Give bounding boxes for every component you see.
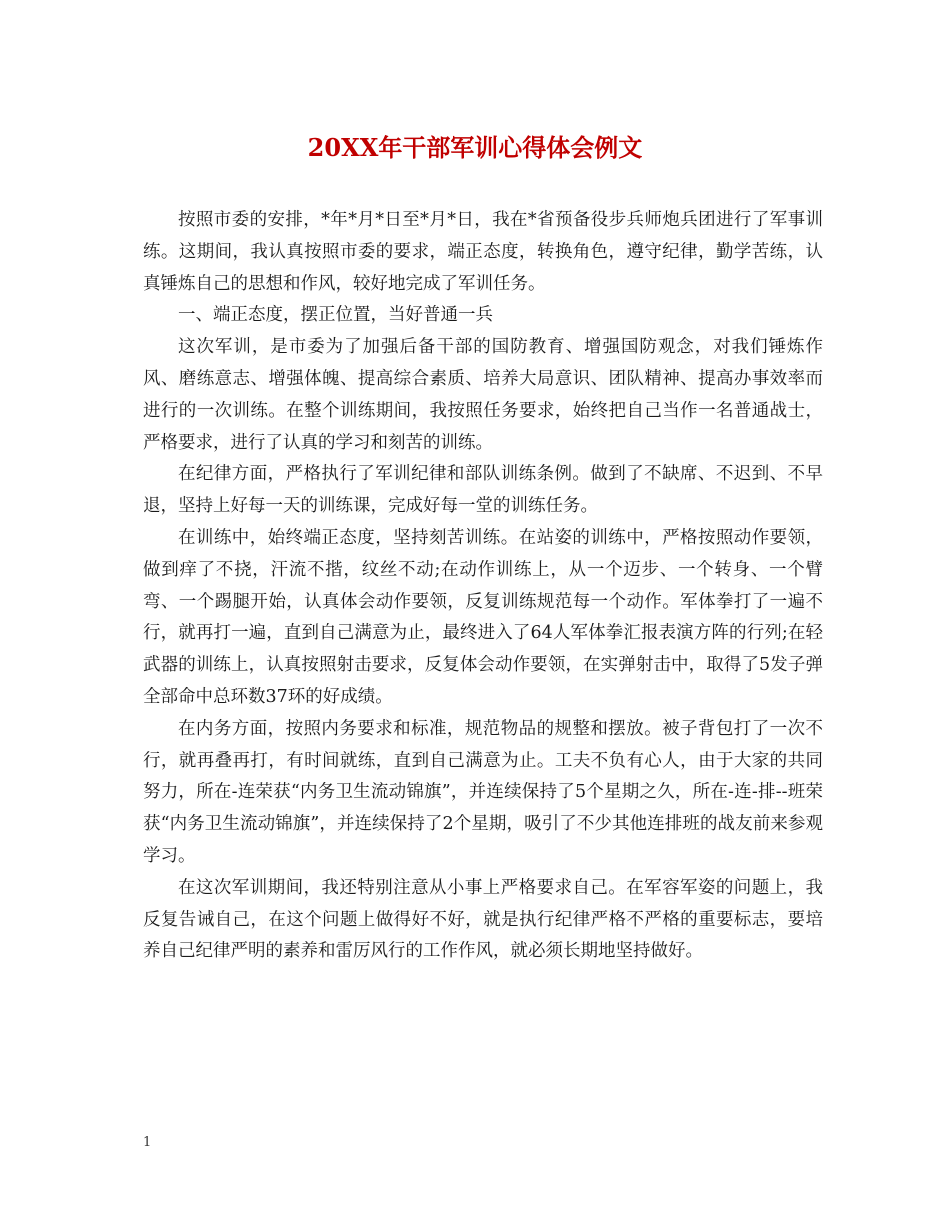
paragraph-discipline: 在纪律方面，严格执行了军训纪律和部队训练条例。做到了不缺席、不迟到、不早退，坚持上好每一天的训练课，完成好每一堂的训练任务。 bbox=[143, 464, 823, 517]
document-title: 20XX年干部军训心得体会例文 bbox=[307, 133, 643, 162]
document-body bbox=[143, 205, 823, 968]
paragraph-training: 在训练中，始终端正态度，坚持刻苦训练。在站姿的训练中，严格按照动作要领，做到痒了不挠，汗流不揩，纹丝不动;在动作训练上，从一个迈步、一个转身、一个臂弯、一个踢腿开始，认真体会动作要领，反复训练规范每一个动作。军体拳打了一遍不行，就再打一遍，直到自己满意为止，最终进入了64人军体拳汇报表演方阵的行列;在轻武器的训练上，认真按照射击要求，反复体会动作要领，在实弹射击中，取得了5发子弹全部命中总环数37环的好成绩。 bbox=[143, 527, 823, 707]
paragraph-details: 在这次军训期间，我还特别注意从小事上严格要求自己。在军容军姿的问题上，我反复告诫自己，在这个问题上做得好不好，就是执行纪律严格不严格的重要标志，要培养自己纪律严明的素养和雷厉风行的工作作风，就必须长期地坚持做好。 bbox=[143, 877, 823, 962]
page-number: 1 bbox=[143, 1135, 152, 1150]
paragraph-training-purpose: 这次军训，是市委为了加强后备干部的国防教育、增强国防观念，对我们锤炼作风、磨练意志、增强体魄、提高综合素质、培养大局意识、团队精神、提高办事效率而进行的一次训练。在整个训练期间，我按照任务要求，始终把自己当作一名普通战士，严格要求，进行了认真的学习和刻苦的训练。 bbox=[143, 337, 823, 453]
section-heading-1: 一、端正态度，摆正位置，当好普通一兵 bbox=[178, 305, 493, 326]
paragraph-intro: 按照市委的安排，*年*月*日至*月*日，我在*省预备役步兵师炮兵团进行了军事训练。这期间，我认真按照市委的要求，端正态度，转换角色，遵守纪律，勤学苦练，认真锤炼自己的思想和作风，较好地完成了军训任务。 bbox=[143, 210, 823, 294]
paragraph-housekeeping: 在内务方面，按照内务要求和标准，规范物品的规整和摆放。被子背包打了一次不行，就再叠再打，有时间就练，直到自己满意为止。工夫不负有心人，由于大家的共同努力，所在-连荣获“内务卫生流动锦旗”，并连续保持了5个星期之久，所在-连-排--班荣获“内务卫生流动锦旗”，并连续保持了2个星期，吸引了不少其他连排班的战友前来参观学习。 bbox=[143, 718, 823, 866]
